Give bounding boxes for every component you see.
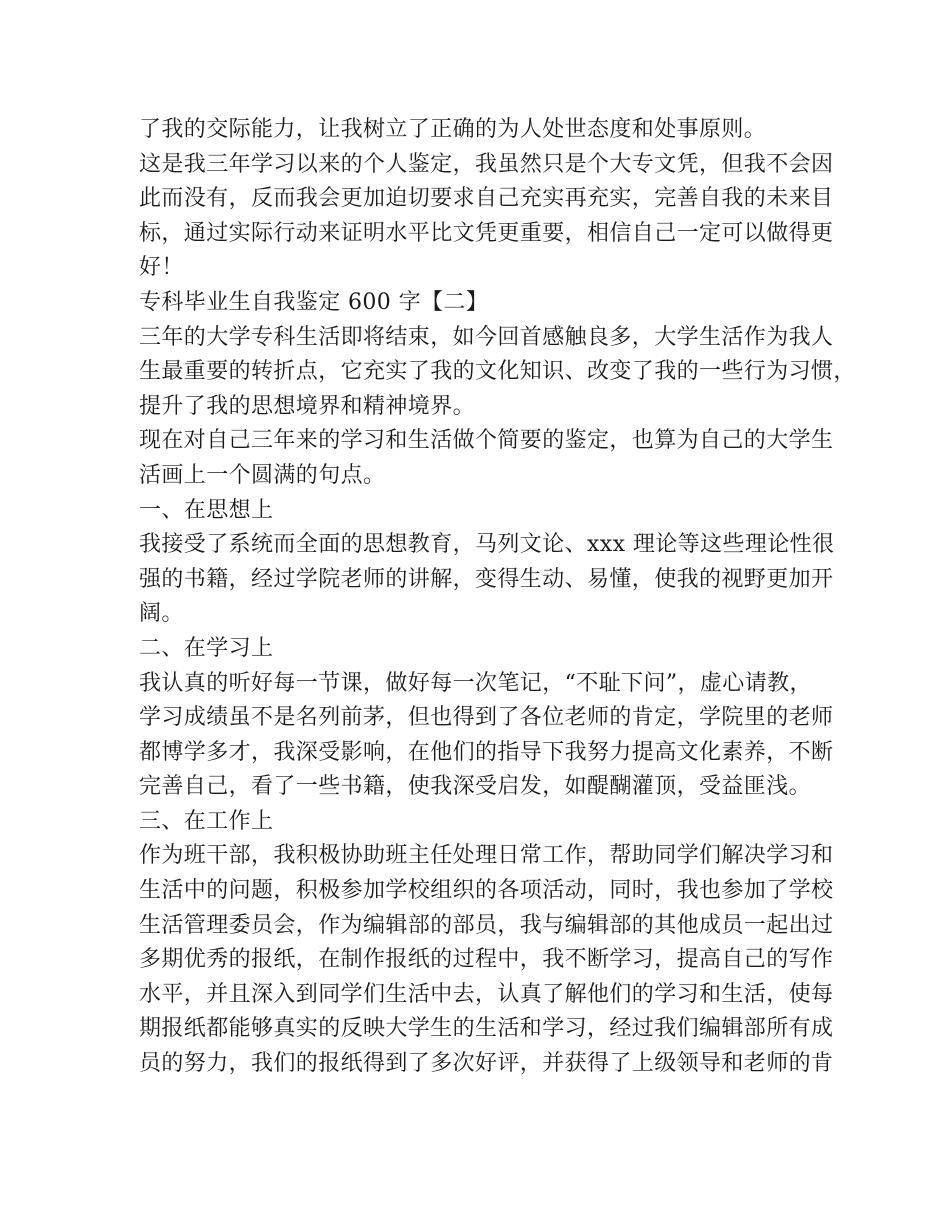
subheading-study: 二、在学习上 [139, 635, 274, 661]
text-line: 我认真的听好每一节课，做好每一次笔记，“不耻下问”，虚心请教， [139, 670, 812, 696]
text-line: 三年的大学专科生活即将结束，如今回首感触良多，大学生活作为我人 [139, 324, 834, 350]
subheading-thought: 一、在思想上 [139, 497, 274, 523]
text-line: 提升了我的思想境界和精神境界。 [139, 393, 476, 419]
text-line: 强的书籍，经过学院老师的讲解，变得生动、易懂，使我的视野更加开 [139, 566, 834, 592]
text-line: 现在对自己三年来的学习和生活做个简要的鉴定，也算为自己的大学生 [139, 428, 834, 454]
text-line: 生活管理委员会，作为编辑部的部员，我与编辑部的其他成员一起出过 [139, 912, 834, 938]
text-line: 这是我三年学习以来的个人鉴定，我虽然只是个大专文凭，但我不会因 [139, 151, 834, 177]
subheading-work: 三、在工作上 [139, 808, 274, 834]
text-line: 生活中的问题，积极参加学校组织的各项活动，同时，我也参加了学校 [139, 878, 834, 904]
text-line: 生最重要的转折点，它充实了我的文化知识、改变了我的一些行为习惯， [139, 359, 856, 385]
text-line: 多期优秀的报纸，在制作报纸的过程中，我不断学习，提高自己的写作 [139, 947, 834, 973]
section-heading: 专科毕业生自我鉴定 600 字【二】 [139, 289, 489, 315]
text-line: 此而没有，反而我会更加迫切要求自己充实再充实，完善自我的未来目 [139, 186, 834, 212]
text-line: 阔。 [139, 601, 184, 627]
text-line: 标，通过实际行动来证明水平比文凭更重要，相信自己一定可以做得更 [139, 220, 834, 246]
document-page [139, 113, 856, 1082]
text-line: 员的努力，我们的报纸得到了多次好评，并获得了上级领导和老师的肯 [139, 1051, 834, 1077]
text-line: 好！ [139, 255, 184, 281]
text-line: 期报纸都能够真实的反映大学生的生活和学习，经过我们编辑部所有成 [139, 1016, 834, 1042]
text-line: 都博学多才，我深受影响，在他们的指导下我努力提高文化素养，不断 [139, 739, 834, 765]
text-line: 活画上一个圆满的句点。 [139, 462, 386, 488]
text-line: 学习成绩虽不是名列前茅，但也得到了各位老师的肯定，学院里的老师 [139, 705, 834, 731]
text-line: 水平，并且深入到同学们生活中去，认真了解他们的学习和生活，使每 [139, 981, 834, 1007]
text-line: 作为班干部，我积极协助班主任处理日常工作，帮助同学们解决学习和 [139, 843, 834, 869]
text-line: 完善自己，看了一些书籍，使我深受启发，如醍醐灌顶，受益匪浅。 [139, 774, 812, 800]
text-line: 了我的交际能力，让我树立了正确的为人处世态度和处事原则。 [139, 117, 767, 142]
text-line: 我接受了系统而全面的思想教育，马列文论、xxx 理论等这些理论性很 [139, 532, 835, 558]
